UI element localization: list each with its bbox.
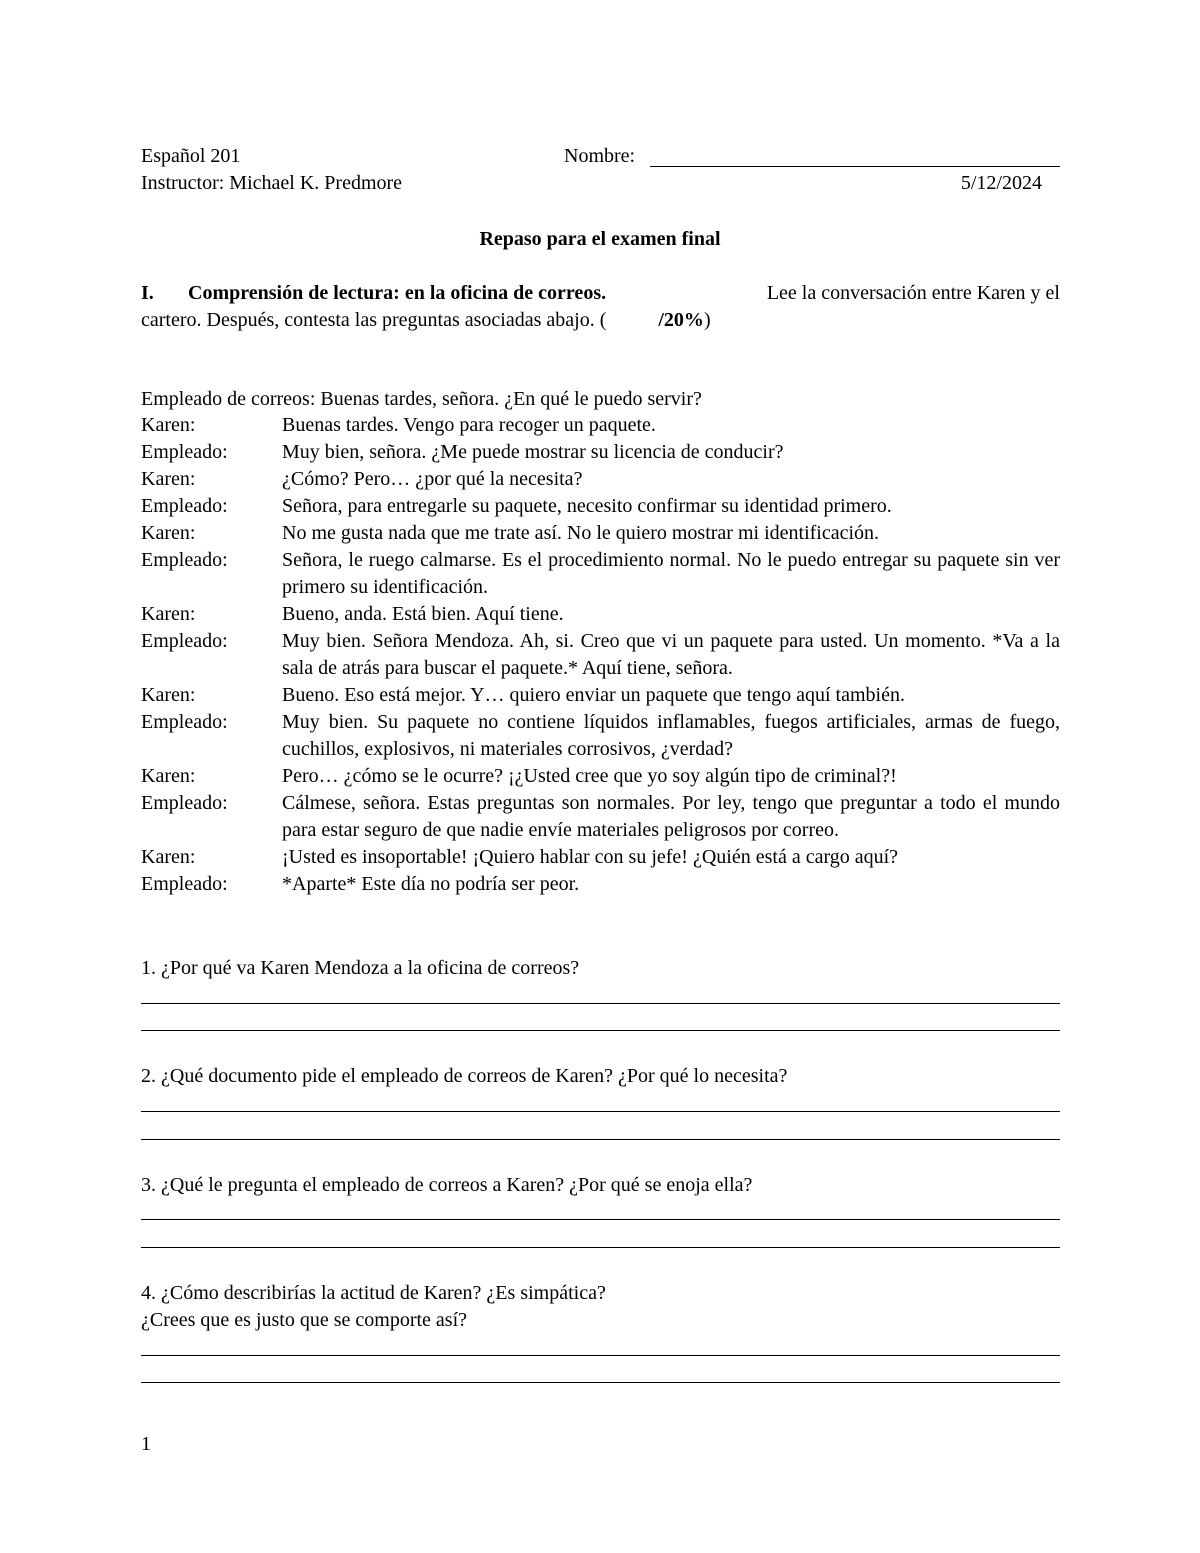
- question-4-line-2: ¿Crees que es justo que se comporte así?: [141, 1309, 468, 1331]
- speaker: Empleado:: [141, 630, 228, 652]
- section-instructions-line-2: [141, 307, 711, 333]
- section-heading-line: [188, 280, 1060, 306]
- speaker: Karen:: [141, 468, 196, 490]
- section-instructions-2: cartero. Después, contesta las preguntas asociadas abajo. (: [141, 309, 607, 331]
- dialogue-line: [141, 520, 1060, 547]
- dialogue-line: [141, 844, 1060, 871]
- speech: Muy bien, señora. ¿Me puede mostrar su licencia de conducir?: [282, 441, 784, 463]
- speech: Bueno, anda. Está bien. Aquí tiene.: [282, 603, 564, 625]
- question-3: 3. ¿Qué le pregunta el empleado de correos a Karen? ¿Por qué se enoja ella?: [141, 1174, 753, 1196]
- speech: Cálmese, señora. Estas preguntas son normales. Por ley, tengo que preguntar a todo el mundo para estar seguro de que nadie envíe materiales peligrosos por correo.: [282, 792, 1060, 841]
- dialogue-intro: Empleado de correos: Buenas tardes, señora. ¿En qué le puedo servir?: [141, 388, 702, 410]
- answer-line[interactable]: [141, 1355, 1060, 1356]
- section-instructions-1: Lee la conversación entre Karen y el: [766, 282, 1060, 304]
- dialogue-line: [141, 763, 1060, 790]
- speaker: Empleado:: [141, 792, 228, 814]
- speech: No me gusta nada que me trate así. No le quiero mostrar mi identificación.: [282, 522, 880, 544]
- speaker: Karen:: [141, 603, 196, 625]
- question-2: 2. ¿Qué documento pide el empleado de correos de Karen? ¿Por qué lo necesita?: [141, 1065, 788, 1087]
- speech: *Aparte* Este día no podría ser peor.: [282, 873, 580, 895]
- page-number: 1: [141, 1433, 151, 1455]
- section-heading: Comprensión de lectura: en la oficina de correos.: [188, 282, 607, 304]
- speaker: Karen:: [141, 414, 196, 436]
- question-4: 4. ¿Cómo describirías la actitud de Karen? ¿Es simpática?: [141, 1282, 606, 1304]
- speech: Señora, para entregarle su paquete, necesito confirmar su identidad primero.: [282, 495, 892, 517]
- dialogue-line: [141, 628, 1060, 682]
- speech: ¡Usted es insoportable! ¡Quiero hablar con su jefe! ¿Quién está a cargo aquí?: [282, 846, 899, 868]
- score-label: /20%: [658, 309, 704, 331]
- answer-line[interactable]: [141, 1111, 1060, 1112]
- answer-line[interactable]: [141, 1247, 1060, 1248]
- dialogue-line: [141, 493, 1060, 520]
- speech: Muy bien. Su paquete no contiene líquidos inflamables, fuegos artificiales, armas de fuego, cuchillos, explosivos, ni materiales corrosivos, ¿verdad?: [282, 711, 1060, 760]
- speaker: Karen:: [141, 684, 196, 706]
- dialogue-line: [141, 412, 1060, 439]
- dialogue-line: [141, 547, 1060, 601]
- answer-line[interactable]: [141, 1003, 1060, 1004]
- dialogue-line: [141, 709, 1060, 763]
- dialogue-line: [141, 601, 1060, 628]
- course-label: Español 201: [141, 145, 241, 167]
- speaker: Karen:: [141, 846, 196, 868]
- dialogue-line: [141, 466, 1060, 493]
- page-title: Repaso para el examen final: [479, 228, 721, 250]
- name-label: Nombre:: [564, 145, 636, 167]
- section-numeral: I.: [141, 282, 154, 304]
- dialogue-line: [141, 439, 1060, 466]
- name-blank-line[interactable]: [650, 166, 1060, 167]
- speech: Muy bien. Señora Mendoza. Ah, si. Creo que vi un paquete para usted. Un momento. *Va a la sala de atrás para buscar el paquete.* Aquí tiene, señora.: [282, 630, 1060, 679]
- dialogue-line: [141, 682, 1060, 709]
- speech: Señora, le ruego calmarse. Es el procedimiento normal. No le puedo entregar su paquete sin ver primero su identificación.: [282, 549, 1060, 598]
- speaker: Empleado:: [141, 441, 228, 463]
- question-1: 1. ¿Por qué va Karen Mendoza a la oficina de correos?: [141, 957, 580, 979]
- dialogue-line: [141, 790, 1060, 844]
- speaker: Empleado:: [141, 549, 228, 571]
- speaker: Karen:: [141, 765, 196, 787]
- dialogue-line: [141, 871, 1060, 898]
- dialogue: [141, 412, 1060, 898]
- speaker: Empleado:: [141, 873, 228, 895]
- speech: Bueno. Eso está mejor. Y… quiero enviar un paquete que tengo aquí también.: [282, 684, 905, 706]
- speaker: Empleado:: [141, 495, 228, 517]
- answer-line[interactable]: [141, 1219, 1060, 1220]
- speaker: Empleado:: [141, 711, 228, 733]
- speech: Pero… ¿cómo se le ocurre? ¡¿Usted cree que yo soy algún tipo de criminal?!: [282, 765, 897, 787]
- instructor-label: Instructor: Michael K. Predmore: [141, 172, 403, 194]
- answer-line[interactable]: [141, 1382, 1060, 1383]
- answer-line[interactable]: [141, 1139, 1060, 1140]
- speech: ¿Cómo? Pero… ¿por qué la necesita?: [282, 468, 583, 490]
- speech: Buenas tardes. Vengo para recoger un paquete.: [282, 414, 656, 436]
- answer-line[interactable]: [141, 1030, 1060, 1031]
- close-paren: ): [703, 309, 711, 331]
- speaker: Karen:: [141, 522, 196, 544]
- date-label: 5/12/2024: [960, 172, 1042, 194]
